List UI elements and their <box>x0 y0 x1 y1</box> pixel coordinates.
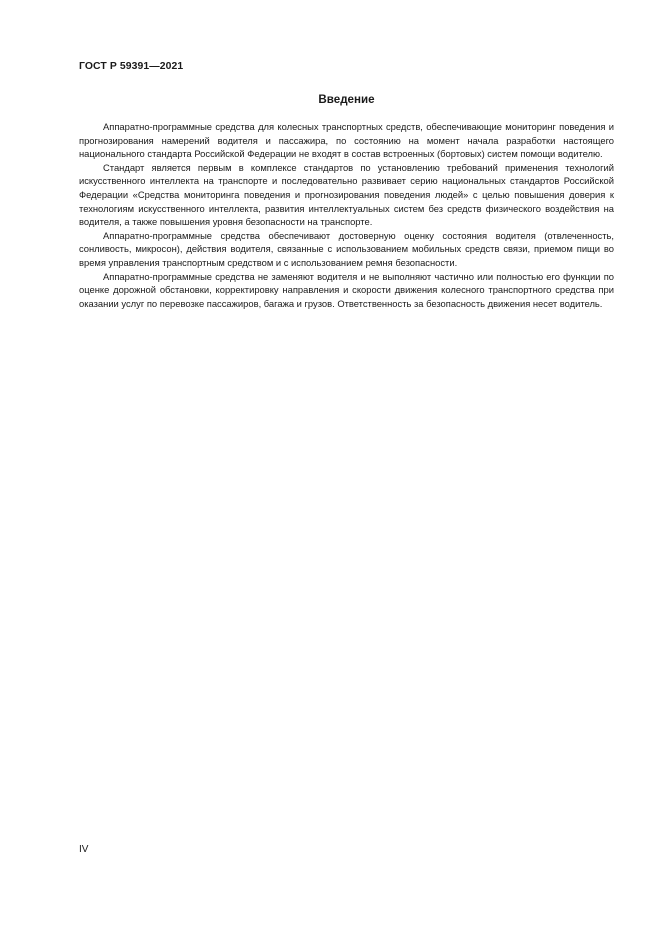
page-number: IV <box>79 844 89 855</box>
paragraph: Аппаратно-программные средства обеспечивают достоверную оценку состояния водителя (отвлеченность, сонливость, микросон), действия водителя, связанные с использованием мобильных средств связи, приемом пищи во время управления транспортным средством и с использованием ремня безопасности. <box>79 229 614 268</box>
introduction-body <box>79 120 614 310</box>
standard-code-header: ГОСТ Р 59391—2021 <box>79 61 184 72</box>
section-title: Введение <box>318 93 375 106</box>
paragraph: Аппаратно-программные средства не заменяют водителя и не выполняют частично или полностью его функции по оценке дорожной обстановки, корректировку направления и скорости движения колесного транспортного средства при оказании услуг по перевозке пассажиров, багажа и грузов. Ответственность за безопасность движения несет водитель. <box>79 270 614 309</box>
paragraph: Стандарт является первым в комплексе стандартов по установлению требований применения технологий искусственного интеллекта на транспорте и последовательно развивает серию национальных стандартов Российской Федерации «Средства мониторинга поведения и прогнозирования поведения людей» с целью повышения доверия к технологиям искусственного интеллекта, развития интеллектуальных систем без средств физического воздействия на водителя, а также повышения уровня безопасности на транспорте. <box>79 161 614 228</box>
paragraph: Аппаратно-программные средства для колесных транспортных средств, обеспечивающие мониторинг поведения и прогнозирования намерений водителя и пассажира, по состоянию на момент начала разработки настоящего национального стандарта Российской Федерации не входят в состав встроенных (бортовых) систем помощи водителю. <box>79 121 614 160</box>
